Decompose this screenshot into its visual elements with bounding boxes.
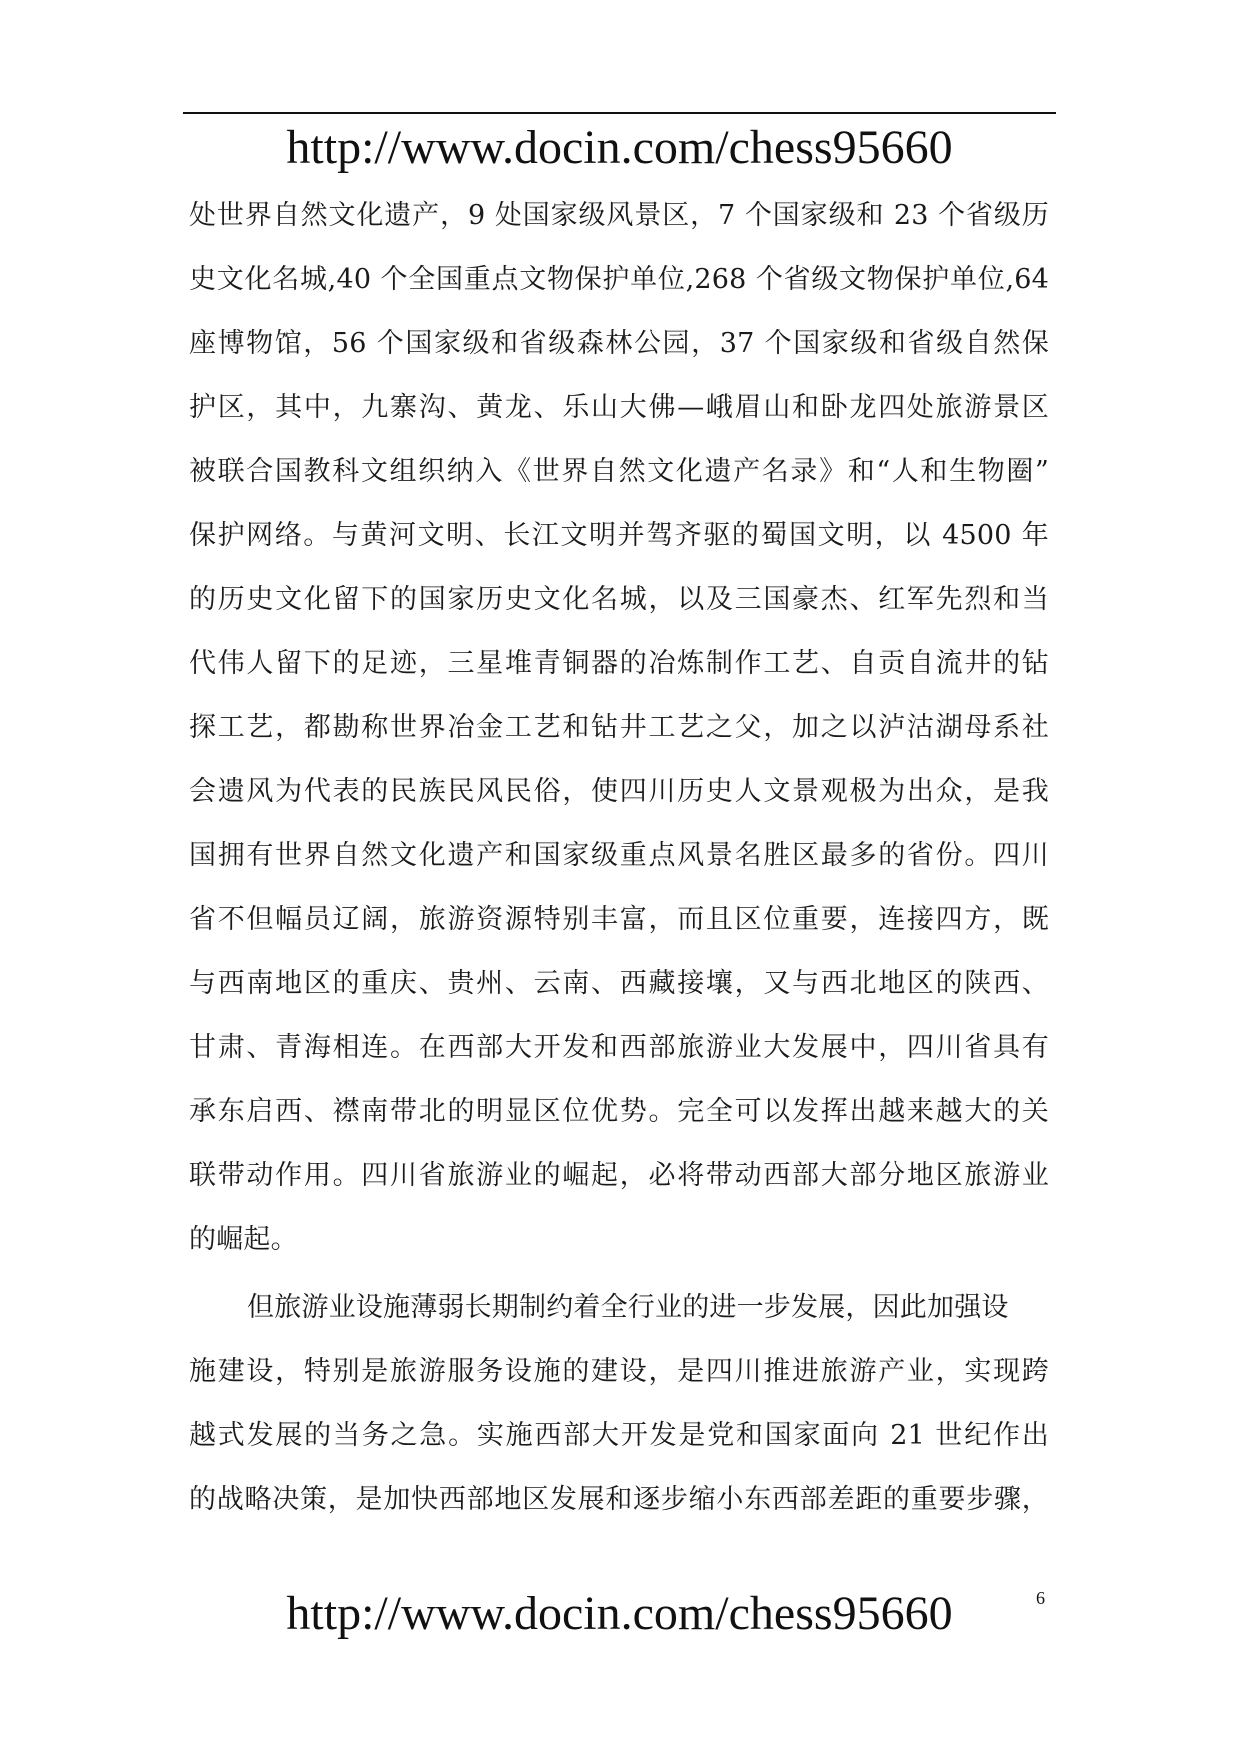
text-line: 承东启西、襟南带北的明显区位优势。完全可以发挥出越来越大的关 — [189, 1096, 1049, 1127]
text-line: 省不但幅员辽阔，旅游资源特别丰富，而且区位重要，连接四方，既 — [189, 904, 1049, 935]
text-line: 施建设，特别是旅游服务设施的建设，是四川推进旅游产业，实现跨 — [189, 1356, 1049, 1387]
text-line: 的历史文化留下的国家历史文化名城，以及三国豪杰、红军先烈和当 — [189, 584, 1049, 615]
text-line: 国拥有世界自然文化遗产和国家级重点风景名胜区最多的省份。四川 — [189, 840, 1049, 871]
text-line: 的崛起。 — [189, 1224, 298, 1255]
text-line: 史文化名城,40 个全国重点文物保护单位,268 个省级文物保护单位,64 — [189, 264, 1049, 295]
text-line: 联带动作用。四川省旅游业的崛起，必将带动西部大部分地区旅游业 — [189, 1160, 1049, 1191]
body-text — [189, 184, 1049, 1532]
header-rule — [183, 112, 1056, 114]
text-line: 代伟人留下的足迹，三星堆青铜器的冶炼制作工艺、自贡自流井的钻 — [189, 648, 1049, 679]
text-line: 座博物馆，56 个国家级和省级森林公园，37 个国家级和省级自然保 — [189, 328, 1049, 359]
text-line: 护区，其中，九寨沟、黄龙、乐山大佛—峨眉山和卧龙四处旅游景区 — [189, 392, 1049, 423]
text-line: 处世界自然文化遗产，9 处国家级风景区，7 个国家级和 23 个省级历 — [189, 200, 1049, 231]
text-line: 保护网络。与黄河文明、长江文明并驾齐驱的蜀国文明，以 4500 年 — [189, 520, 1049, 551]
text-line: 探工艺，都勘称世界冶金工艺和钻井工艺之父，加之以泸沽湖母系社 — [189, 712, 1049, 743]
footer-watermark-url: http://www.docin.com/chess95660 — [286, 1587, 953, 1640]
text-line: 被联合国教科文组织纳入《世界自然文化遗产名录》和“人和生物圈” — [189, 456, 1049, 487]
text-line: 的战略决策，是加快西部地区发展和逐步缩小东西部差距的重要步骤， — [189, 1484, 1049, 1515]
text-line-indented: 但旅游业设施薄弱长期制约着全行业的进一步发展，因此加强设 — [247, 1292, 1009, 1323]
text-line: 甘肃、青海相连。在西部大开发和西部旅游业大发展中，四川省具有 — [189, 1032, 1049, 1063]
text-line: 与西南地区的重庆、贵州、云南、西藏接壤，又与西北地区的陕西、 — [189, 968, 1049, 999]
text-line: 越式发展的当务之急。实施西部大开发是党和国家面向 21 世纪作出 — [189, 1420, 1049, 1451]
text-line: 会遗风为代表的民族民风民俗，使四川历史人文景观极为出众，是我 — [189, 776, 1049, 807]
page-number: 6 — [1036, 1588, 1045, 1608]
header-watermark-url: http://www.docin.com/chess95660 — [286, 121, 953, 174]
